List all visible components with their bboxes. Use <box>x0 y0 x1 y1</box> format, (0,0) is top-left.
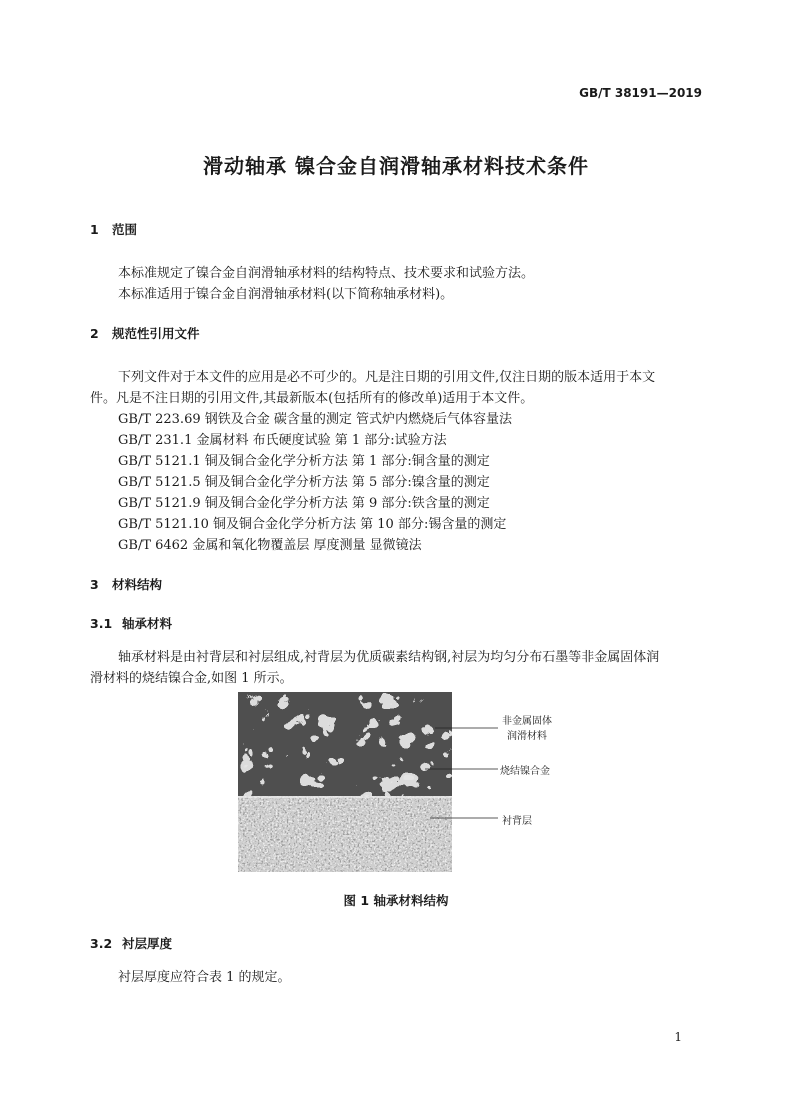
section-1-heading <box>90 220 137 238</box>
normative-reference: GB/T 6462 金属和氧化物覆盖层 厚度测量 显微镜法 <box>118 538 422 553</box>
section-number: 2 <box>90 326 99 341</box>
paragraph-line: 件。凡是不注日期的引用文件,其最新版本(包括所有的修改单)适用于本文件。 <box>90 391 534 406</box>
normative-reference: GB/T 231.1 金属材料 布氏硬度试验 第 1 部分:试验方法 <box>118 433 447 448</box>
label-line: 非金属固体 <box>502 716 552 727</box>
section-number: 1 <box>90 222 99 237</box>
normative-reference: GB/T 5121.10 铜及铜合金化学分析方法 第 10 部分:锡含量的测定 <box>118 517 507 532</box>
section-title: 轴承材料 <box>122 616 173 631</box>
section-2-heading <box>90 324 200 342</box>
section-3-2-heading <box>90 934 172 952</box>
section-number: 3 <box>90 577 99 592</box>
section-number: 3.2 <box>90 936 113 951</box>
section-title: 衬层厚度 <box>122 936 173 951</box>
paragraph-line: 滑材料的烧结镍合金,如图 1 所示。 <box>90 671 293 686</box>
section-title: 材料结构 <box>112 577 163 592</box>
figure-caption: 图 1 轴承材料结构 <box>343 893 449 908</box>
paragraph: 本标准规定了镍合金自润滑轴承材料的结构特点、技术要求和试验方法。 <box>118 266 535 281</box>
paragraph: 本标准适用于镍合金自润滑轴承材料(以下简称轴承材料)。 <box>118 287 454 302</box>
normative-reference: GB/T 5121.5 铜及铜合金化学分析方法 第 5 部分:镍含量的测定 <box>118 475 490 490</box>
paragraph-line: 下列文件对于本文件的应用是必不可少的。凡是注日期的引用文件,仅注日期的版本适用于本文 <box>118 370 656 385</box>
figure-label-backing: 衬背层 <box>502 816 532 827</box>
label-line: 润滑材料 <box>507 731 547 742</box>
page-number: 1 <box>674 1030 682 1044</box>
normative-reference: GB/T 5121.1 铜及铜合金化学分析方法 第 1 部分:铜含量的测定 <box>118 454 490 469</box>
normative-reference: GB/T 223.69 钢铁及合金 碳含量的测定 管式炉内燃烧后气体容量法 <box>118 412 513 427</box>
section-number: 3.1 <box>90 616 113 631</box>
figure-label-solid-lubricant <box>502 712 552 742</box>
section-3-1-heading <box>90 614 172 632</box>
normative-reference: GB/T 5121.9 铜及铜合金化学分析方法 第 9 部分:铁含量的测定 <box>118 496 490 511</box>
paragraph-line: 轴承材料是由衬背层和衬层组成,衬背层为优质碳素结构钢,衬层为均匀分布石墨等非金属固体润 <box>118 650 660 665</box>
figure-label-sintered-alloy: 烧结镍合金 <box>500 766 550 777</box>
section-title: 规范性引用文件 <box>112 326 200 341</box>
standard-code: GB/T 38191—2019 <box>579 86 702 100</box>
section-3-heading <box>90 575 162 593</box>
section-title: 范围 <box>112 222 138 237</box>
document-title: 滑动轴承 镍合金自润滑轴承材料技术条件 <box>203 154 589 178</box>
paragraph: 衬层厚度应符合表 1 的规定。 <box>118 970 291 985</box>
